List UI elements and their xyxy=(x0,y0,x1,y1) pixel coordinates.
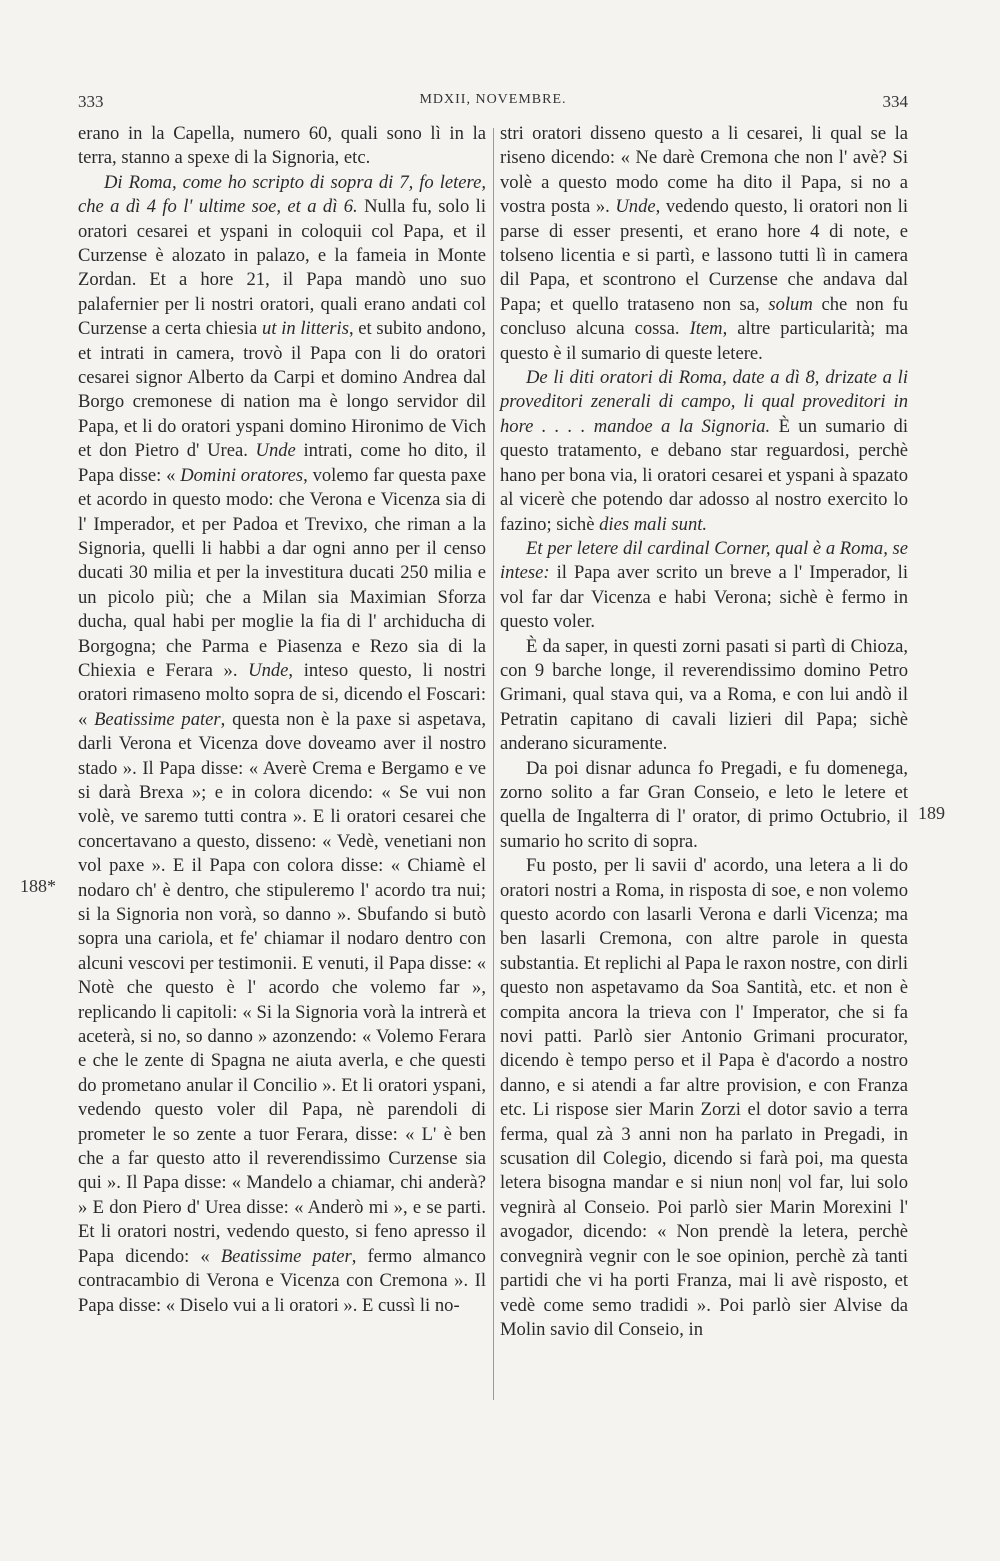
running-header xyxy=(78,92,908,116)
margin-note-left: 188* xyxy=(20,876,56,896)
paragraph: De li diti oratori di Roma, date a dì 8, drizate a li proveditori zenerali di campo, li qual proveditori in hore . . . . mandoe a la Signoria. È un sumario di questo tratamento, e debano star reguardosi, perchè hano per bona via, li oratori cesarei et yspani à spazato al vicerè che potendo dar adosso al nostro exercito lo fazino; sichè dies mali sunt. xyxy=(500,367,908,535)
left-column xyxy=(78,122,486,1318)
paragraph: Di Roma, come ho scripto di sopra di 7, fo letere, che a dì 4 fo l' ultime soe, et a dì 6. Nulla fu, solo li oratori cesarei et yspani in coloquii col Papa, et il Curzense è alozato in palazo, e la fameia in Monte Zordan. Et a hore 21, il Papa mandò uno suo palafernier per li nostri oratori, quali erano andati col Curzense a certa chiesia ut in litteris, et subito andono, et intrati in camera, trovò il Papa con li do oratori cesarei signor Alberto da Carpi et domino Andrea dal Borgo cremonese di nation ma è longo servidor dil Papa, et li do oratori yspani domino Hironimo de Vich et don Pietro d' Urea. Unde intrati, come ho dito, il Papa disse: « Domini oratores, volemo far questa paxe et acordo in questo modo: che Verona e Vicenza sia di l' Imperador, et per Padoa et Trevixo, che riman a la Signoria, quelli li habbi a dar ogni anno per il censo ducati 30 milia et per la investitura ducati 250 milia e un picolo più; che a Milan sia Maximian Sforza ducha, qual habi per moglie la fia di l' archiducha di Borgogna; che Parma e Piasenza e Rezo sia di la Chiexia e Ferara ». Unde, inteso questo, li nostri oratori rimaseno molto sopra de si, dicendo el Foscari: « Beatissime pater, questa non è la paxe si aspetava, darli Verona et Vicenza dove doveamo aver il nostro stado ». Il Papa disse: « Averè Crema e Bergamo e ve si darà Brexa »; e in colora dicendo: « Se vui non volè, ve saremo tutti contra ». E li oratori cesarei che concertavano a questo, disseno: « Vedè, venetiani non vol paxe ». E il Papa con colora disse: « Chiamè el nodaro ch' è dentro, che stipuleremo l' acordo tra nui; si la Signoria non vorà, so danno ». Sbufando si butò sopra una cariola, et fe' chiamar il nodaro dentro con alcuni vescovi per testimonii. E venuti, il Papa disse: « Notè che questo è l' acordo che volemo far », replicando li capitoli: « Si la Signoria vorà la intrerà et aceterà, si no, so danno » azonzendo: « Volemo Ferara e che le zente di Spagna ne aiuta averla, e che questi do prometano anular il Concilio ». Et li oratori yspani, vedendo questo voler dil Papa, nè parendoli di prometer le so zente a tuor Ferara, disse: « L' è ben che a far questo atto il reverendissimo Curzense sia qui ». Il Papa disse: « Mandelo a chiamar, chi anderà? » E don Piero d' Urea disse: « Anderò mi », e se parti. Et li oratori nostri, vedendo questo, si feno apresso il Papa dicendo: « Beatissime pater, fermo almanco contracambio di Verona e Vicenza con Cremona ». Il Papa disse: « Diselo vui a li oratori ». E cussì li no- xyxy=(78,171,487,1316)
running-title: MDXII, NOVEMBRE. xyxy=(419,92,567,107)
paragraph: stri oratori disseno questo a li cesarei, li qual se la riseno dicendo: « Ne darè Cremona che non l' avè? Si volè a questo modo come ha dito il Papa, si no a vostra posta ». Unde, vedendo questo, li oratori non li parse di esser presenti, et erano hore 4 di note, e tolseno licentia e si partì, e lassono tutti lì in camera dil Papa, et scontrono el Curzense che andava dal Papa; et quello trataseno non sa, solum che non fu concluso alcuna cossa. Item, altre particularità; ma questo è il sumario di queste letere. xyxy=(500,123,909,364)
paragraph: erano in la Capella, numero 60, quali sono lì in la terra, stanno a spexe di la Signoria, etc. xyxy=(78,123,486,169)
paragraph: Da poi disnar adunca fo Pregadi, e fu domenega, zorno solito a far Gran Conseio, e leto le letere et quella de Ingalterra di l' orator, di primo Octubrio, il sumario ho scrito di sopra. xyxy=(500,757,908,852)
paragraph: Et per letere dil cardinal Corner, qual è a Roma, se intese: il Papa aver scrito un breve a l' Imperador, li vol far dar Vicenza e habi Verona; sichè è fermo in questo voler. xyxy=(500,537,908,633)
column-divider xyxy=(493,128,494,1400)
margin-note-right: 189 xyxy=(918,803,945,823)
paragraph: È da saper, in questi zorni pasati si partì di Chioza, con 9 barche longe, il reverendissimo domino Petro Grimani, qual stava qui, va a Roma, e con lui andò il Petratin capitano di cavali lizieri dil Papa; sichè anderano sicuramente. xyxy=(500,635,908,755)
paragraph: Fu posto, per li savii d' acordo, una letera a li do oratori nostri a Roma, in risposta di soe, e non volemo questo acordo con lasarli Verona e darli Vicenza; ma ben lasarli Cremona, con altre parole in questa substantia. Et replichi al Papa le raxon nostre, con dirli questo non aspetavamo da Soa Santità, etc. et non è compita ancora la trieva con l' Imperator, che si fa novi patti. Parlò sier Antonio Grimani procurator, dicendo è tempo perso et il Papa è d'acordo a nostro danno, e si atendi a far altre provision, e con Franza etc. Li rispose sier Marin Zorzi el dotor savio a terra ferma, qual zà 3 anni non ha parlato in Pregadi, in scusation dil Colegio, dicendo si farà poi, ma questa letera bisogna mandar e si niun non| vol far, lui solo vegnirà al Conseio. Poi parlò sier Marin Morexini l' avogador, dicendo: « Non prendè la letera, perchè convegnirà vegnir con le soe opinion, perchè zà tanti partidi che vi ha porti Franza, mai li avè risposto, et vedè come semo tradidi ». Poi parlò sier Alvise da Molin savio dil Conseio, in xyxy=(500,855,908,1340)
right-column xyxy=(500,122,908,1342)
page-number-left: 333 xyxy=(78,92,104,111)
page-number-right: 334 xyxy=(882,92,908,111)
